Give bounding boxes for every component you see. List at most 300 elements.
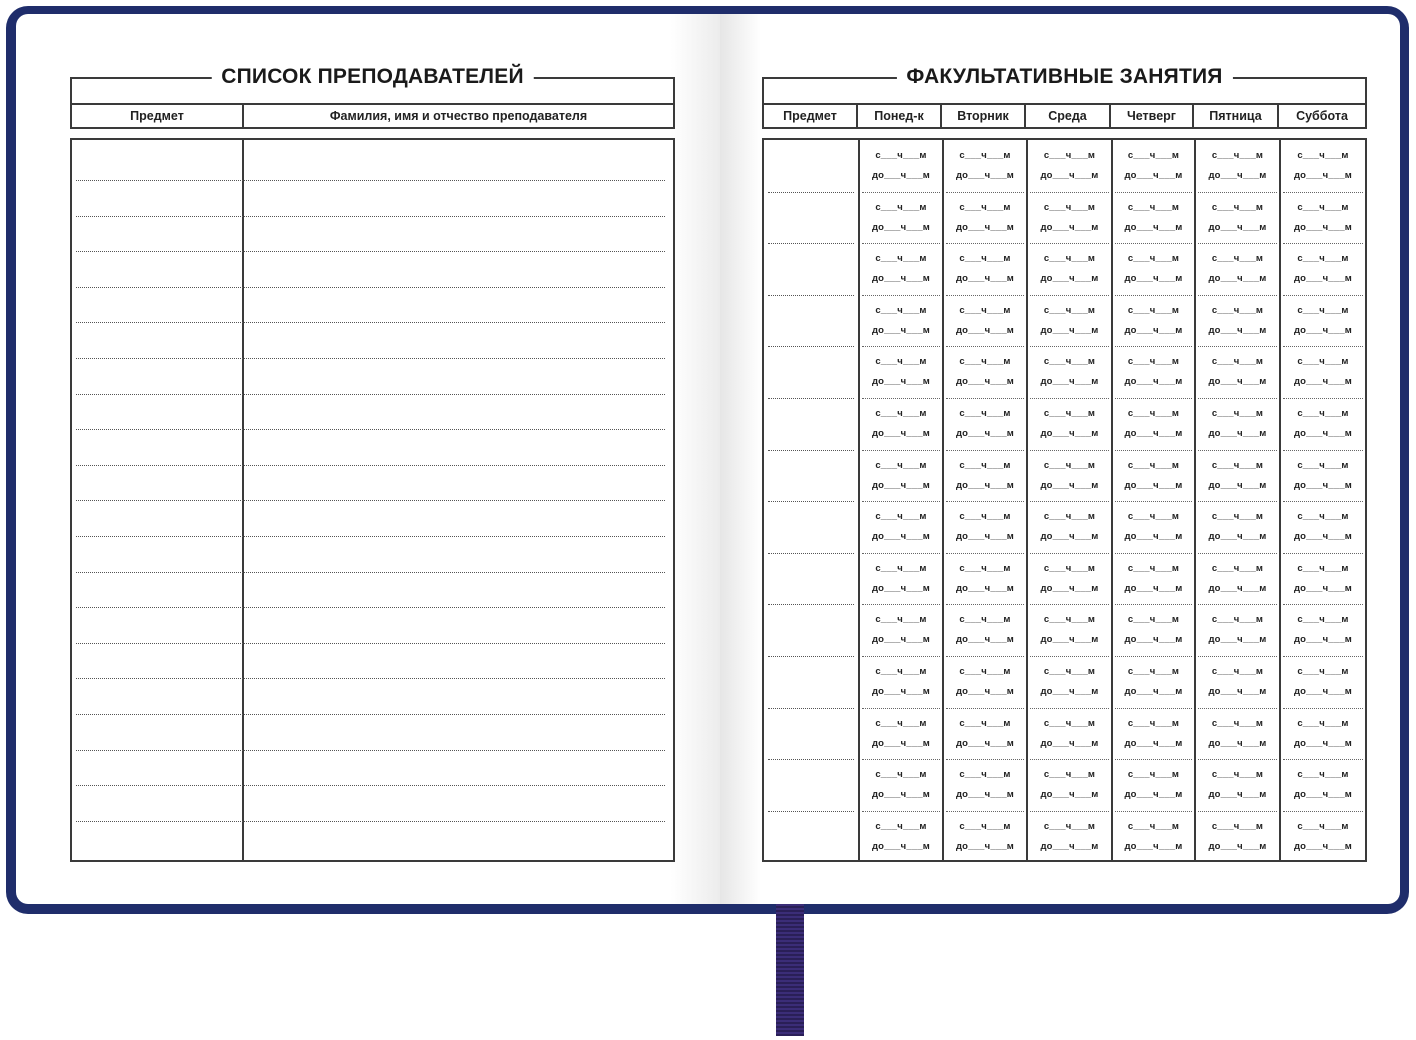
time-to-field	[1028, 167, 1111, 181]
ruled-line	[76, 572, 665, 573]
time-from-label: с___ч___м	[875, 150, 927, 161]
time-to-label: до___ч___м	[1040, 428, 1099, 439]
cell-separator	[1198, 398, 1277, 399]
time-to-field	[1113, 735, 1194, 749]
time-from-field	[1028, 715, 1111, 729]
ruled-line	[76, 678, 665, 679]
cell-separator	[1198, 656, 1277, 657]
time-from-label: с___ч___м	[1297, 717, 1349, 729]
cell-separator	[1283, 553, 1363, 554]
ruled-line	[76, 607, 665, 608]
time-from-label: с___ч___м	[1127, 150, 1180, 161]
time-to-label: до___ч___м	[1293, 376, 1353, 388]
time-from-field	[944, 663, 1026, 677]
cell-separator	[1115, 501, 1192, 502]
time-from-label: с___ч___м	[1127, 356, 1180, 368]
time-from-field	[944, 147, 1026, 161]
time-from-label: с___ч___м	[1127, 769, 1180, 781]
time-from-label: с___ч___м	[959, 201, 1011, 213]
time-from-label: с___ч___м	[1297, 666, 1349, 677]
time-to-label: до___ч___м	[955, 376, 1015, 388]
time-from-label: с___ч___м	[1211, 614, 1264, 626]
time-from-field	[1196, 147, 1279, 161]
time-from-label: с___ч___м	[1043, 717, 1096, 729]
time-from-label: с___ч___м	[959, 304, 1011, 316]
time-from-field	[1028, 611, 1111, 625]
time-to-field	[1281, 631, 1365, 645]
cell-separator	[1030, 243, 1109, 244]
ruled-line	[76, 322, 665, 323]
time-to-label: до___ч___м	[1124, 428, 1183, 439]
time-to-label: до___ч___м	[1293, 686, 1353, 697]
electives-header	[762, 65, 1367, 129]
time-from-label: с___ч___м	[1297, 614, 1349, 626]
time-from-label: с___ч___м	[959, 511, 1011, 523]
time-to-field	[1196, 735, 1279, 749]
time-to-field	[1196, 322, 1279, 336]
time-from-field	[1113, 766, 1194, 780]
time-to-label: до___ч___м	[955, 170, 1015, 181]
time-from-label: с___ч___м	[1127, 304, 1180, 316]
time-to-label: до___ч___м	[871, 170, 931, 181]
time-from-field	[860, 663, 942, 677]
cell-separator	[1115, 811, 1192, 812]
time-to-label: до___ч___м	[955, 479, 1015, 491]
time-from-field	[1281, 663, 1365, 677]
time-from-label: с___ч___м	[1043, 356, 1096, 368]
cell-separator	[862, 759, 940, 760]
time-to-field	[944, 270, 1026, 284]
time-from-field	[1196, 611, 1279, 625]
ruled-line	[76, 394, 665, 395]
time-from-field	[944, 250, 1026, 264]
time-from-field	[1281, 560, 1365, 574]
time-from-label: с___ч___м	[1211, 408, 1264, 419]
time-from-field	[860, 715, 942, 729]
time-from-label: с___ч___м	[1211, 666, 1264, 677]
day-column-divider	[1194, 140, 1196, 860]
time-to-label: до___ч___м	[1124, 840, 1183, 852]
time-from-field	[1113, 147, 1194, 161]
time-to-label: до___ч___м	[1293, 221, 1353, 233]
time-to-field	[944, 373, 1026, 387]
cell-separator	[1115, 346, 1192, 347]
cell-separator	[862, 346, 940, 347]
time-from-label: с___ч___м	[875, 408, 927, 419]
cell-separator	[1283, 243, 1363, 244]
time-from-field	[1281, 199, 1365, 213]
time-from-label: с___ч___м	[1127, 511, 1180, 523]
time-from-label: с___ч___м	[1211, 304, 1264, 316]
cell-separator	[862, 398, 940, 399]
cell-separator	[1283, 346, 1363, 347]
time-from-field	[860, 353, 942, 367]
time-from-label: с___ч___м	[1297, 820, 1349, 832]
time-from-label: с___ч___м	[959, 820, 1011, 832]
time-from-field	[1113, 508, 1194, 522]
time-to-field	[1028, 735, 1111, 749]
time-to-field	[1196, 477, 1279, 491]
time-from-field	[944, 818, 1026, 832]
time-to-label: до___ч___м	[871, 531, 931, 543]
time-to-field	[944, 580, 1026, 594]
cell-separator	[862, 553, 940, 554]
time-from-label: с___ч___м	[875, 769, 927, 781]
subject-line	[768, 450, 854, 451]
time-to-label: до___ч___м	[955, 737, 1015, 749]
time-from-label: с___ч___м	[1127, 717, 1180, 729]
subject-line	[768, 708, 854, 709]
ruled-line	[76, 500, 665, 501]
time-from-field	[944, 302, 1026, 316]
cell-separator	[1283, 759, 1363, 760]
time-to-label: до___ч___м	[871, 634, 931, 646]
time-to-label: до___ч___м	[1293, 324, 1353, 336]
time-to-field	[1113, 683, 1194, 697]
time-to-field	[1113, 786, 1194, 800]
time-from-field	[1281, 250, 1365, 264]
time-to-label: до___ч___м	[1208, 840, 1267, 852]
cell-separator	[1198, 553, 1277, 554]
time-to-label: до___ч___м	[1208, 170, 1267, 181]
time-to-field	[944, 219, 1026, 233]
electives-table	[762, 138, 1367, 862]
time-to-label: до___ч___м	[871, 428, 931, 439]
time-from-field	[944, 353, 1026, 367]
time-from-label: с___ч___м	[1211, 459, 1264, 471]
time-to-field	[944, 786, 1026, 800]
time-from-field	[1281, 818, 1365, 832]
cell-separator	[1115, 656, 1192, 657]
cell-separator	[1115, 398, 1192, 399]
cell-separator	[1283, 811, 1363, 812]
time-from-field	[1196, 560, 1279, 574]
cell-separator	[946, 604, 1024, 605]
time-from-field	[1281, 457, 1365, 471]
cell-separator	[1198, 243, 1277, 244]
time-to-field	[860, 735, 942, 749]
cell-separator	[946, 501, 1024, 502]
time-to-label: до___ч___м	[955, 686, 1015, 697]
time-from-label: с___ч___м	[1127, 408, 1180, 419]
time-to-field	[1113, 167, 1194, 181]
column-subject: Предмет	[764, 105, 858, 127]
cell-separator	[862, 708, 940, 709]
time-from-label: с___ч___м	[1043, 820, 1096, 832]
time-to-label: до___ч___м	[1124, 479, 1183, 491]
time-from-field	[1028, 818, 1111, 832]
time-to-label: до___ч___м	[1124, 582, 1183, 594]
cell-separator	[1198, 759, 1277, 760]
time-to-field	[1113, 477, 1194, 491]
column-subject: Предмет	[72, 105, 244, 127]
time-from-field	[860, 250, 942, 264]
time-to-field	[1028, 373, 1111, 387]
time-to-label: до___ч___м	[955, 634, 1015, 646]
time-to-label: до___ч___м	[1124, 531, 1183, 543]
time-to-label: до___ч___м	[1040, 737, 1099, 749]
time-from-label: с___ч___м	[1297, 150, 1349, 161]
cell-separator	[946, 398, 1024, 399]
time-to-label: до___ч___м	[1040, 582, 1099, 594]
cell-separator	[1283, 604, 1363, 605]
time-to-label: до___ч___м	[1124, 789, 1183, 801]
cell-separator	[862, 295, 940, 296]
time-from-field	[1113, 353, 1194, 367]
time-to-label: до___ч___м	[871, 324, 931, 336]
day-column-divider	[1111, 140, 1113, 860]
cell-separator	[1283, 450, 1363, 451]
time-from-field	[1113, 199, 1194, 213]
time-to-label: до___ч___м	[1293, 737, 1353, 749]
time-from-field	[1113, 302, 1194, 316]
time-from-field	[860, 199, 942, 213]
time-to-label: до___ч___м	[1124, 221, 1183, 233]
time-from-field	[944, 508, 1026, 522]
time-from-field	[860, 611, 942, 625]
time-to-label: до___ч___м	[1040, 686, 1099, 697]
cell-separator	[1115, 604, 1192, 605]
time-from-label: с___ч___м	[959, 150, 1011, 161]
time-to-field	[860, 838, 942, 852]
cell-separator	[1030, 811, 1109, 812]
time-from-field	[860, 405, 942, 419]
time-from-label: с___ч___м	[875, 511, 927, 523]
cell-separator	[946, 450, 1024, 451]
time-to-field	[1196, 838, 1279, 852]
time-to-label: до___ч___м	[1293, 582, 1353, 594]
time-from-field	[860, 457, 942, 471]
column-wednesday: Среда	[1026, 105, 1111, 127]
time-to-label: до___ч___м	[871, 479, 931, 491]
time-from-label: с___ч___м	[875, 304, 927, 316]
time-from-field	[1028, 353, 1111, 367]
time-from-label: с___ч___м	[959, 614, 1011, 626]
time-to-label: до___ч___м	[1208, 686, 1267, 697]
time-to-label: до___ч___м	[1208, 221, 1267, 233]
time-from-field	[1028, 250, 1111, 264]
time-to-label: до___ч___м	[871, 582, 931, 594]
time-from-label: с___ч___м	[1211, 150, 1264, 161]
cell-separator	[946, 553, 1024, 554]
ruled-line	[76, 216, 665, 217]
subject-line	[768, 759, 854, 760]
time-to-field	[1028, 786, 1111, 800]
time-from-field	[1113, 405, 1194, 419]
time-to-field	[1028, 528, 1111, 542]
time-from-label: с___ч___м	[1043, 253, 1096, 265]
time-from-label: с___ч___м	[1043, 150, 1096, 161]
time-to-field	[944, 735, 1026, 749]
time-from-label: с___ч___м	[1043, 201, 1096, 213]
cell-separator	[862, 450, 940, 451]
time-to-field	[1028, 425, 1111, 439]
time-from-field	[944, 199, 1026, 213]
cell-separator	[862, 811, 940, 812]
time-to-label: до___ч___м	[1208, 428, 1267, 439]
time-to-label: до___ч___м	[955, 324, 1015, 336]
time-from-field	[1028, 199, 1111, 213]
time-from-field	[944, 457, 1026, 471]
time-to-field	[1113, 528, 1194, 542]
time-from-label: с___ч___м	[1297, 356, 1349, 368]
cell-separator	[1030, 501, 1109, 502]
ruled-line	[76, 287, 665, 288]
time-from-field	[1196, 199, 1279, 213]
time-to-label: до___ч___м	[871, 686, 931, 697]
time-from-field	[1196, 302, 1279, 316]
time-to-field	[1113, 219, 1194, 233]
time-to-label: до___ч___м	[1040, 376, 1099, 388]
time-from-label: с___ч___м	[1043, 511, 1096, 523]
time-to-label: до___ч___м	[1208, 324, 1267, 336]
time-from-label: с___ч___м	[1043, 769, 1096, 781]
ruled-line	[76, 429, 665, 430]
cell-separator	[1198, 346, 1277, 347]
cell-separator	[862, 501, 940, 502]
time-from-label: с___ч___м	[1127, 459, 1180, 471]
time-to-field	[1196, 425, 1279, 439]
time-from-label: с___ч___м	[1127, 562, 1180, 574]
time-from-label: с___ч___м	[1297, 201, 1349, 213]
time-to-field	[1196, 683, 1279, 697]
time-to-field	[1113, 425, 1194, 439]
time-from-field	[944, 766, 1026, 780]
cell-separator	[946, 192, 1024, 193]
time-to-label: до___ч___м	[1040, 789, 1099, 801]
cell-separator	[1030, 450, 1109, 451]
time-to-label: до___ч___м	[1208, 789, 1267, 801]
cell-separator	[862, 192, 940, 193]
time-to-field	[944, 425, 1026, 439]
time-from-field	[1196, 405, 1279, 419]
time-to-label: до___ч___м	[1124, 634, 1183, 646]
time-to-field	[1281, 373, 1365, 387]
cell-separator	[946, 346, 1024, 347]
time-to-label: до___ч___м	[1040, 531, 1099, 543]
cell-separator	[946, 708, 1024, 709]
time-from-label: с___ч___м	[1043, 408, 1096, 419]
time-to-field	[1281, 477, 1365, 491]
time-from-field	[1196, 663, 1279, 677]
cell-separator	[1115, 243, 1192, 244]
cell-separator	[1030, 708, 1109, 709]
day-column-divider	[1026, 140, 1028, 860]
time-from-label: с___ч___м	[1211, 201, 1264, 213]
cell-separator	[1115, 759, 1192, 760]
time-from-label: с___ч___м	[1043, 304, 1096, 316]
time-from-field	[1196, 766, 1279, 780]
time-from-label: с___ч___м	[875, 562, 927, 574]
time-to-label: до___ч___м	[871, 273, 931, 285]
time-to-field	[1281, 735, 1365, 749]
time-to-field	[1113, 373, 1194, 387]
time-from-field	[1281, 715, 1365, 729]
column-friday: Пятница	[1194, 105, 1279, 127]
column-thursday: Четверг	[1111, 105, 1194, 127]
electives-title: ФАКУЛЬТАТИВНЫЕ ЗАНЯТИЯ	[896, 65, 1232, 89]
time-to-label: до___ч___м	[955, 531, 1015, 543]
cell-separator	[1115, 450, 1192, 451]
cell-separator	[862, 656, 940, 657]
time-to-field	[860, 786, 942, 800]
time-to-label: до___ч___м	[955, 840, 1015, 852]
subject-line	[768, 501, 854, 502]
time-to-field	[944, 631, 1026, 645]
time-from-label: с___ч___м	[1297, 562, 1349, 574]
time-to-label: до___ч___м	[1040, 170, 1099, 181]
time-to-field	[1028, 270, 1111, 284]
time-from-field	[1028, 508, 1111, 522]
time-to-field	[1113, 270, 1194, 284]
time-to-label: до___ч___м	[1124, 686, 1183, 697]
time-to-label: до___ч___м	[1293, 531, 1353, 543]
ruled-line	[76, 251, 665, 252]
time-to-label: до___ч___м	[871, 737, 931, 749]
time-to-field	[860, 425, 942, 439]
time-from-field	[1196, 818, 1279, 832]
cell-separator	[1283, 398, 1363, 399]
time-to-field	[1281, 528, 1365, 542]
time-to-label: до___ч___м	[1040, 479, 1099, 491]
ruled-line	[76, 750, 665, 751]
time-to-label: до___ч___м	[1040, 221, 1099, 233]
time-to-field	[1028, 477, 1111, 491]
ribbon-bookmark	[776, 904, 804, 1036]
time-from-label: с___ч___м	[875, 717, 927, 729]
time-from-label: с___ч___м	[875, 253, 927, 265]
cell-separator	[1115, 295, 1192, 296]
time-to-field	[1028, 838, 1111, 852]
time-from-field	[1028, 405, 1111, 419]
time-to-label: до___ч___м	[1293, 634, 1353, 646]
time-from-field	[1113, 611, 1194, 625]
time-from-field	[860, 302, 942, 316]
time-to-label: до___ч___м	[1040, 324, 1099, 336]
ruled-line	[76, 821, 665, 822]
cell-separator	[1030, 553, 1109, 554]
time-to-label: до___ч___м	[1208, 582, 1267, 594]
time-from-field	[1028, 302, 1111, 316]
time-from-field	[860, 147, 942, 161]
time-to-field	[860, 270, 942, 284]
time-from-field	[944, 715, 1026, 729]
time-to-field	[1281, 167, 1365, 181]
subject-line	[768, 192, 854, 193]
time-to-label: до___ч___м	[1124, 170, 1183, 181]
time-to-field	[944, 528, 1026, 542]
time-from-field	[1113, 818, 1194, 832]
time-from-label: с___ч___м	[959, 562, 1011, 574]
time-from-field	[860, 766, 942, 780]
time-to-field	[1196, 631, 1279, 645]
time-from-label: с___ч___м	[1211, 253, 1264, 265]
time-to-field	[1113, 838, 1194, 852]
cell-separator	[862, 243, 940, 244]
time-from-field	[1281, 147, 1365, 161]
time-to-field	[860, 683, 942, 697]
ruled-line	[76, 536, 665, 537]
time-from-field	[1028, 457, 1111, 471]
time-from-field	[1281, 766, 1365, 780]
time-to-label: до___ч___м	[955, 582, 1015, 594]
time-from-label: с___ч___м	[875, 201, 927, 213]
time-to-label: до___ч___м	[1293, 840, 1353, 852]
time-from-label: с___ч___м	[875, 666, 927, 677]
teachers-list-header	[70, 65, 675, 129]
time-from-label: с___ч___м	[875, 356, 927, 368]
cell-separator	[1030, 656, 1109, 657]
